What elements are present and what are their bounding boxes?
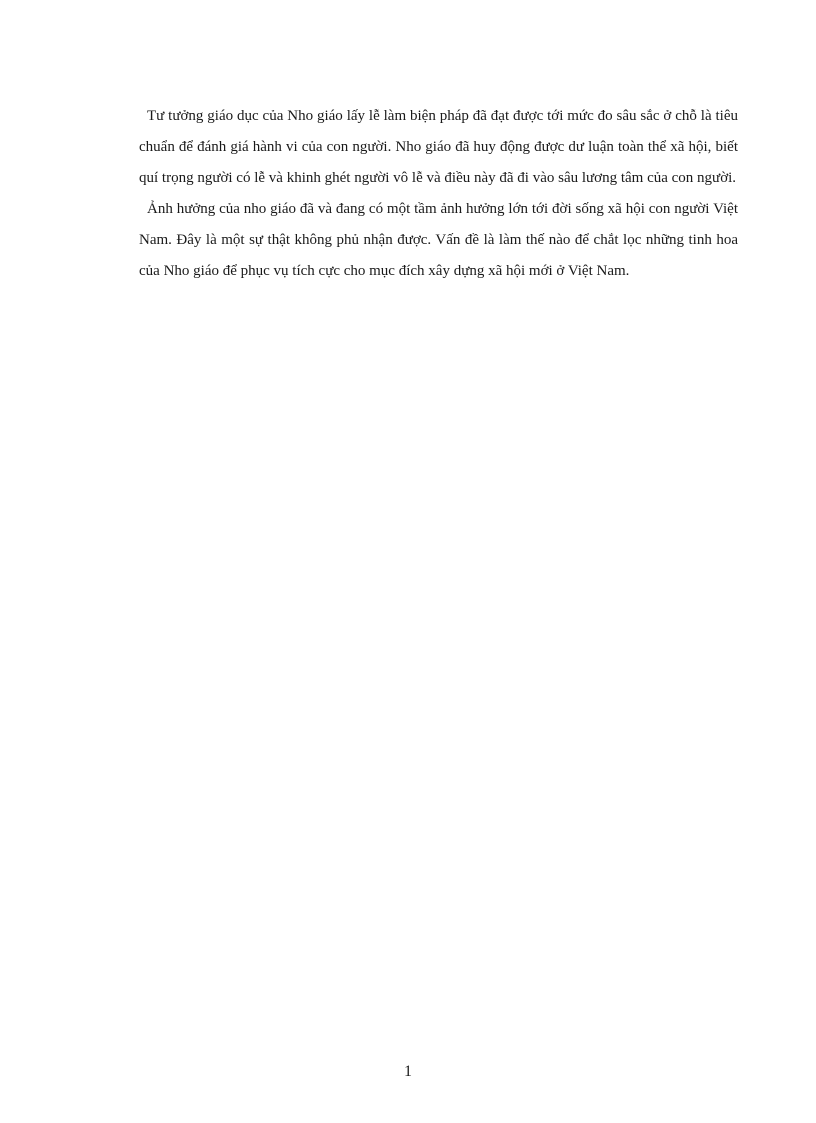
body-text [139, 101, 738, 287]
page-number: 1 [404, 1063, 412, 1080]
paragraph-2: Ảnh hưởng của nho giáo đã và đang có một tầm ảnh hưởng lớn tới đời sống xã hội con người Việt Nam. Đây là một sự thật không phủ nhận được. Vấn đề là làm thế nào để chắt lọc những tinh hoa của Nho giáo để phục vụ tích cực cho mục đích xây dựng xã hội mới ở Việt Nam. [139, 201, 738, 279]
paragraph-1: Tư tưởng giáo dục của Nho giáo lấy lễ làm biện pháp đã đạt được tới mức đo sâu sắc ở chỗ là tiêu chuẩn để đánh giá hành vi của con người. Nho giáo đã huy động được dư luận toàn thể xã hội, biết quí trọng người có lễ và khinh ghét người vô lễ và điều này đã đi vào sâu lương tâm của con người. [139, 108, 738, 186]
